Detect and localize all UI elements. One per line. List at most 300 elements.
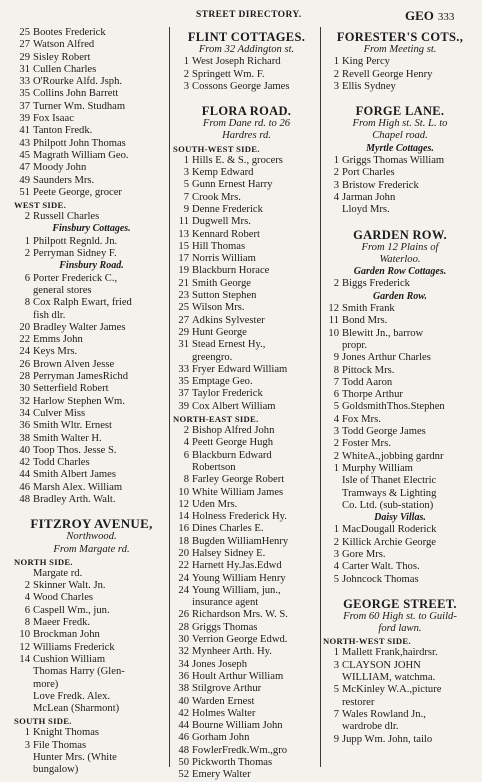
directory-entry — [173, 265, 320, 277]
street-route: From High st. St. L. to — [352, 118, 448, 130]
house-number: 3 — [333, 659, 339, 671]
resident-name: Bishop Alfred John — [192, 425, 275, 437]
house-number: 22 — [19, 334, 30, 346]
street-heading: GEORGE STREET. — [343, 596, 457, 611]
directory-entry — [323, 389, 477, 401]
entry-continuation: Isle of Thanet Electric — [342, 475, 437, 487]
street-heading: FITZROY AVENUE, — [30, 516, 153, 532]
directory-entry — [323, 574, 477, 586]
directory-entry — [173, 732, 320, 744]
sub-heading: Finsbury Road. — [59, 260, 124, 272]
directory-entry — [323, 561, 477, 573]
resident-name: Kemp Edward — [192, 167, 254, 179]
resident-name: Blackburn Horace — [192, 265, 270, 277]
house-number: 6 — [333, 389, 339, 401]
house-number: 26 — [178, 609, 189, 621]
directory-entry — [14, 445, 169, 457]
house-number: 19 — [178, 265, 189, 277]
house-number: 7 — [333, 708, 339, 720]
directory-entry — [173, 499, 320, 511]
house-number: 4 — [24, 592, 30, 604]
resident-name: King Percy — [342, 56, 390, 68]
directory-entry — [14, 101, 169, 113]
entry-continuation: Co. Ltd. (sub-station) — [342, 499, 434, 511]
resident-name: Philpott John Thomas — [33, 137, 126, 149]
resident-name: Holmes Walter — [192, 707, 256, 719]
resident-name: Toop Thos. Jesse S. — [33, 444, 117, 456]
directory-entry — [14, 482, 169, 494]
column-rule — [169, 27, 170, 767]
directory-entry — [173, 536, 320, 548]
resident-name: Todd Charles — [33, 457, 90, 469]
house-number: 11 — [178, 216, 189, 228]
street-route: Hardres rd. — [222, 130, 271, 142]
house-number: 23 — [178, 290, 189, 302]
house-number: 35 — [178, 376, 189, 388]
house-number: 8 — [333, 364, 339, 376]
entry-continuation: Hunter Mrs. (White — [33, 752, 117, 764]
resident-name: Warden Ernest — [192, 695, 255, 707]
resident-name: Porter Frederick C., — [33, 272, 118, 284]
resident-name: Todd George James — [342, 426, 426, 438]
guide-word-text: GEO — [405, 8, 434, 23]
resident-name: West Joseph Richard — [192, 56, 281, 68]
directory-entry — [173, 155, 320, 167]
directory-entry — [173, 364, 320, 376]
resident-name: Griggs Thomas — [192, 621, 258, 633]
house-number: 4 — [333, 561, 339, 573]
resident-name: Todd Aaron — [342, 376, 393, 388]
house-number: 2 — [333, 536, 339, 548]
house-number: 29 — [178, 326, 189, 338]
street-route: From 32 Addington st. — [198, 44, 295, 55]
directory-entry — [173, 179, 320, 191]
resident-name: Jones Arthur Charles — [342, 352, 431, 364]
house-number: 6 — [183, 449, 189, 461]
directory-entry — [173, 425, 320, 437]
entry-continuation: restorer — [342, 696, 375, 708]
house-number: 16 — [178, 523, 189, 535]
sub-heading: Finsbury Cottages. — [52, 223, 131, 235]
directory-entry — [14, 359, 169, 371]
resident-name: Gore Mrs. — [342, 548, 386, 560]
resident-name: Philpott Regnld. Jn. — [33, 235, 118, 247]
resident-name: Margate rd. — [33, 567, 83, 579]
house-number: 26 — [19, 358, 30, 370]
directory-entry — [323, 328, 477, 340]
directory-entry — [173, 388, 320, 400]
directory-entry — [14, 605, 169, 617]
directory-entry — [173, 609, 320, 621]
resident-name: Harnett Hy.Jas.Edwd — [192, 560, 282, 572]
house-number: 4 — [183, 437, 189, 449]
house-number: 37 — [178, 388, 189, 400]
resident-name: Russell Charles — [33, 211, 100, 223]
directory-entry — [173, 659, 320, 671]
resident-name: Young William Henry — [192, 572, 286, 584]
resident-name: Setterfield Robert — [33, 383, 109, 395]
house-number: 25 — [178, 302, 189, 314]
house-number: 1 — [183, 154, 189, 166]
resident-name: White William James — [192, 486, 284, 498]
resident-name: Crook Mrs. — [192, 191, 241, 203]
directory-entry — [14, 162, 169, 174]
resident-name: Watson Alfred — [33, 39, 95, 51]
resident-name: Fox Isaac — [33, 113, 74, 125]
resident-name: Peete George, grocer — [33, 186, 122, 198]
house-number: 22 — [178, 560, 189, 572]
house-number: 35 — [19, 88, 30, 100]
directory-entry — [14, 642, 169, 654]
directory-entry — [173, 204, 320, 216]
directory-entry — [173, 720, 320, 732]
resident-name: Springett Wm. F. — [192, 68, 265, 80]
house-number: 1 — [333, 647, 339, 659]
directory-entry — [323, 365, 477, 377]
directory-entry — [323, 549, 477, 561]
house-number: 3 — [183, 80, 189, 92]
entry-continuation: greengro. — [192, 351, 233, 363]
directory-entry — [14, 236, 169, 248]
resident-name: Verrion George Edwd. — [192, 634, 288, 646]
entry-continuation: fish dlr. — [33, 309, 66, 321]
resident-name: Bond Mrs. — [342, 315, 388, 327]
resident-name: Cushion William — [33, 653, 106, 665]
house-number: 36 — [178, 670, 189, 682]
house-number: 39 — [19, 113, 30, 125]
resident-name: Mynheer Arth. Hy. — [192, 646, 272, 658]
house-number: 6 — [24, 604, 30, 616]
resident-name: Cullen Charles — [33, 63, 97, 75]
directory-entry — [323, 438, 477, 450]
directory-entry — [173, 56, 320, 68]
entry-continuation: more) — [33, 678, 59, 690]
house-number: 12 — [178, 498, 189, 510]
side-label: WEST SIDE. — [14, 200, 67, 211]
resident-name: Fox Mrs. — [342, 413, 381, 425]
house-number: 5 — [333, 684, 339, 696]
house-number: 24 — [19, 346, 30, 358]
resident-name: FowlerFredk.Wm.,gro — [192, 744, 288, 756]
directory-entry — [173, 745, 320, 757]
house-number: 10 — [328, 327, 339, 339]
sub-heading: Myrtle Cottages. — [366, 142, 434, 154]
resident-name: Hills E. & S., grocers — [192, 154, 283, 166]
entry-continuation: Tramways & Lighting — [342, 487, 437, 499]
resident-name: Culver Miss — [33, 407, 86, 419]
house-number: 2 — [333, 167, 339, 179]
resident-name: Hill Thomas — [192, 240, 246, 252]
house-number: 48 — [19, 493, 30, 505]
directory-entry — [173, 585, 320, 597]
directory-entry — [323, 155, 477, 167]
resident-name: Peett George Hugh — [192, 437, 274, 449]
resident-name: Blackburn Edward — [192, 449, 272, 461]
directory-entry — [14, 383, 169, 395]
directory-entry — [173, 671, 320, 683]
side-label: NORTH SIDE. — [14, 556, 73, 567]
directory-entry — [323, 537, 477, 549]
house-number: 2 — [24, 248, 30, 260]
directory-entry — [173, 278, 320, 290]
resident-name: Smith Albert James — [33, 469, 116, 481]
directory-entry — [173, 253, 320, 265]
directory-entry — [173, 290, 320, 302]
house-number: 1 — [183, 56, 189, 68]
resident-name: Farley George Robert — [192, 474, 285, 486]
directory-entry — [323, 303, 477, 315]
directory-entry — [173, 241, 320, 253]
directory-entry — [173, 437, 320, 449]
resident-name: Fryer Edward William — [192, 363, 288, 375]
house-number: 20 — [178, 547, 189, 559]
resident-name: Wilson Mrs. — [192, 302, 245, 314]
directory-entry — [173, 487, 320, 499]
resident-name: Moody John — [33, 162, 87, 174]
directory-entry — [14, 27, 169, 39]
directory-entry — [14, 52, 169, 64]
directory-entry — [173, 167, 320, 179]
house-number: 27 — [178, 314, 189, 326]
sub-heading: Daisy Villas. — [374, 512, 426, 524]
entry-continuation: Thomas Harry (Glen- — [33, 666, 125, 678]
directory-entry — [173, 769, 320, 781]
directory-entry — [323, 426, 477, 438]
resident-name: Killick Archie George — [342, 536, 436, 548]
resident-name: Gunn Ernest Harry — [192, 179, 273, 191]
directory-entry — [173, 511, 320, 523]
resident-name: Wales Rowland Jn., — [342, 708, 426, 720]
house-number: 3 — [24, 739, 30, 751]
resident-name: Wood Charles — [33, 592, 94, 604]
resident-name: Sisley Robert — [33, 51, 91, 63]
house-number: 40 — [178, 695, 189, 707]
house-number: 31 — [178, 339, 189, 351]
directory-entry — [173, 474, 320, 486]
house-number: 20 — [19, 321, 30, 333]
resident-name: Adkins Sylvester — [192, 314, 265, 326]
house-number: 21 — [178, 277, 189, 289]
directory-entry — [323, 401, 477, 413]
house-number: 9 — [183, 203, 189, 215]
directory-entry — [14, 297, 169, 309]
house-number: 43 — [19, 137, 30, 149]
directory-entry — [14, 617, 169, 629]
house-number: 7 — [183, 191, 189, 203]
house-number: 9 — [333, 733, 339, 745]
directory-entry — [14, 494, 169, 506]
house-number: 3 — [333, 548, 339, 560]
house-number: 44 — [19, 469, 30, 481]
resident-name: Bristow Frederick — [342, 179, 419, 191]
resident-name: Brown Alven Jesse — [33, 358, 115, 370]
resident-name: Carter Walt. Thos. — [342, 561, 420, 573]
directory-entry — [14, 740, 169, 752]
directory-entry — [14, 150, 169, 162]
house-number: 32 — [178, 646, 189, 658]
house-number: 2 — [333, 438, 339, 450]
directory-entry — [323, 524, 477, 536]
directory-entry — [323, 180, 477, 192]
directory-entry — [173, 327, 320, 339]
resident-name: Tanton Fredk. — [33, 125, 93, 137]
page-header — [0, 8, 482, 24]
house-number: 1 — [24, 235, 30, 247]
side-label: SOUTH SIDE. — [14, 716, 72, 727]
directory-entry — [173, 81, 320, 93]
street-route: ford lawn. — [378, 623, 422, 635]
house-number: 44 — [178, 720, 189, 732]
directory-entry — [173, 401, 320, 413]
house-number: 39 — [178, 400, 189, 412]
directory-entry — [323, 56, 477, 68]
resident-name: Caspell Wm., jun. — [33, 604, 110, 616]
resident-name: Stilgrove Arthur — [192, 683, 262, 695]
directory-entry — [14, 727, 169, 739]
resident-name: Sutton Stephen — [192, 290, 257, 302]
directory-entry — [323, 315, 477, 327]
resident-name: Smith Walter H. — [33, 432, 102, 444]
directory-entry — [14, 433, 169, 445]
house-number: 8 — [24, 297, 30, 309]
directory-entry — [173, 69, 320, 81]
house-number: 1 — [333, 56, 339, 68]
section-gap — [14, 506, 169, 514]
house-number: 13 — [178, 228, 189, 240]
resident-name: CLAYSON JOHN — [342, 659, 421, 671]
directory-entry — [14, 211, 169, 223]
directory-entry — [173, 216, 320, 228]
directory-entry — [14, 248, 169, 260]
resident-name: Gorham John — [192, 732, 250, 744]
resident-name: Richardson Mrs. W. S. — [192, 609, 288, 621]
section-gap — [173, 93, 320, 101]
resident-name: Bradley Arth. Walt. — [33, 493, 116, 505]
house-number: 2 — [24, 211, 30, 223]
house-number: 42 — [178, 707, 189, 719]
house-number: 1 — [333, 462, 339, 474]
entry-continuation: general stores — [33, 284, 92, 296]
house-number: 2 — [183, 425, 189, 437]
directory-entry — [14, 175, 169, 187]
house-number: 32 — [19, 395, 30, 407]
sub-heading: Garden Row. — [372, 290, 428, 302]
house-number: 5 — [333, 573, 339, 585]
house-number: 10 — [19, 629, 30, 641]
resident-name: Griggs Thomas William — [342, 155, 445, 167]
resident-name: Maeer Fredk. — [33, 617, 91, 629]
house-number: 2 — [24, 580, 30, 592]
house-number: 5 — [183, 179, 189, 191]
resident-name: Bugden WilliamHenry — [192, 535, 289, 547]
house-number: 15 — [178, 240, 189, 252]
house-number: 18 — [178, 535, 189, 547]
directory-entry — [323, 377, 477, 389]
directory-entry — [173, 450, 320, 462]
resident-name: GoldsmithThos.Stephen — [342, 401, 445, 413]
house-number: 17 — [178, 253, 189, 265]
house-number: 28 — [19, 371, 30, 383]
resident-name: Kennard Robert — [192, 228, 260, 240]
house-number: 12 — [19, 641, 30, 653]
house-number: 38 — [19, 432, 30, 444]
house-number: 14 — [19, 653, 30, 665]
resident-name: Taylor Frederick — [192, 388, 263, 400]
house-number: 12 — [328, 303, 339, 315]
house-number: 27 — [19, 39, 30, 51]
directory-entry — [14, 64, 169, 76]
house-number: 34 — [19, 407, 30, 419]
directory-entry — [14, 322, 169, 334]
directory-entry — [14, 371, 169, 383]
resident-name: Emery Walter — [192, 769, 251, 781]
directory-entry — [173, 696, 320, 708]
house-number: 8 — [24, 617, 30, 629]
resident-name: WhiteA.,jobbing gardnr — [342, 450, 444, 462]
resident-name: Bootes Frederick — [33, 27, 106, 38]
directory-entry — [14, 88, 169, 100]
resident-name: MacDougall Roderick — [342, 524, 437, 536]
resident-name: Perryman Sidney F. — [33, 248, 117, 260]
directory-entry — [173, 192, 320, 204]
resident-name: McKinley W.A.,picture — [342, 684, 442, 696]
resident-name: Brockman John — [33, 629, 100, 641]
resident-name: Mallett Frank,hairdrsr. — [342, 647, 438, 659]
house-number: 25 — [19, 27, 30, 38]
directory-entry — [323, 352, 477, 364]
section-gap — [323, 93, 477, 101]
resident-name: Bradley Walter James — [33, 321, 126, 333]
directory-entry — [14, 113, 169, 125]
directory-entry — [14, 346, 169, 358]
resident-name: Murphy William — [342, 462, 413, 474]
directory-entry — [323, 660, 477, 672]
house-number: 52 — [178, 769, 189, 781]
resident-name: Smith Frank — [342, 303, 395, 315]
house-number: 7 — [333, 376, 339, 388]
entry-continuation: bungalow) — [33, 764, 79, 776]
directory-entry — [173, 560, 320, 572]
resident-name: Bourne William John — [192, 720, 283, 732]
directory-entry — [14, 580, 169, 592]
sub-heading: Garden Row Cottages. — [353, 266, 447, 278]
directory-entry — [14, 76, 169, 88]
house-number: 3 — [333, 426, 339, 438]
house-number: 50 — [178, 757, 189, 769]
house-number: 28 — [178, 621, 189, 633]
house-number: 2 — [333, 450, 339, 462]
resident-name: Hunt George — [192, 326, 247, 338]
directory-entry — [173, 523, 320, 535]
directory-entry — [14, 568, 169, 580]
guide-word — [405, 8, 454, 24]
section-gap — [323, 586, 477, 594]
street-route: Waterloo. — [379, 253, 421, 265]
entry-continuation: McLean (Sharmont) — [33, 703, 120, 715]
directory-entry — [323, 167, 477, 179]
house-number: 37 — [19, 100, 30, 112]
resident-name: File Thomas — [33, 739, 87, 751]
resident-name: Hoult Arthur William — [192, 670, 284, 682]
resident-name: Ellis Sydney — [342, 80, 396, 92]
resident-name: Johncock Thomas — [342, 573, 419, 585]
directory-column-2 — [173, 27, 320, 781]
house-number: 41 — [19, 125, 30, 137]
directory-entry — [14, 654, 169, 666]
directory-entry — [14, 420, 169, 432]
resident-name: Uden Mrs. — [192, 498, 238, 510]
house-number: 5 — [333, 401, 339, 413]
